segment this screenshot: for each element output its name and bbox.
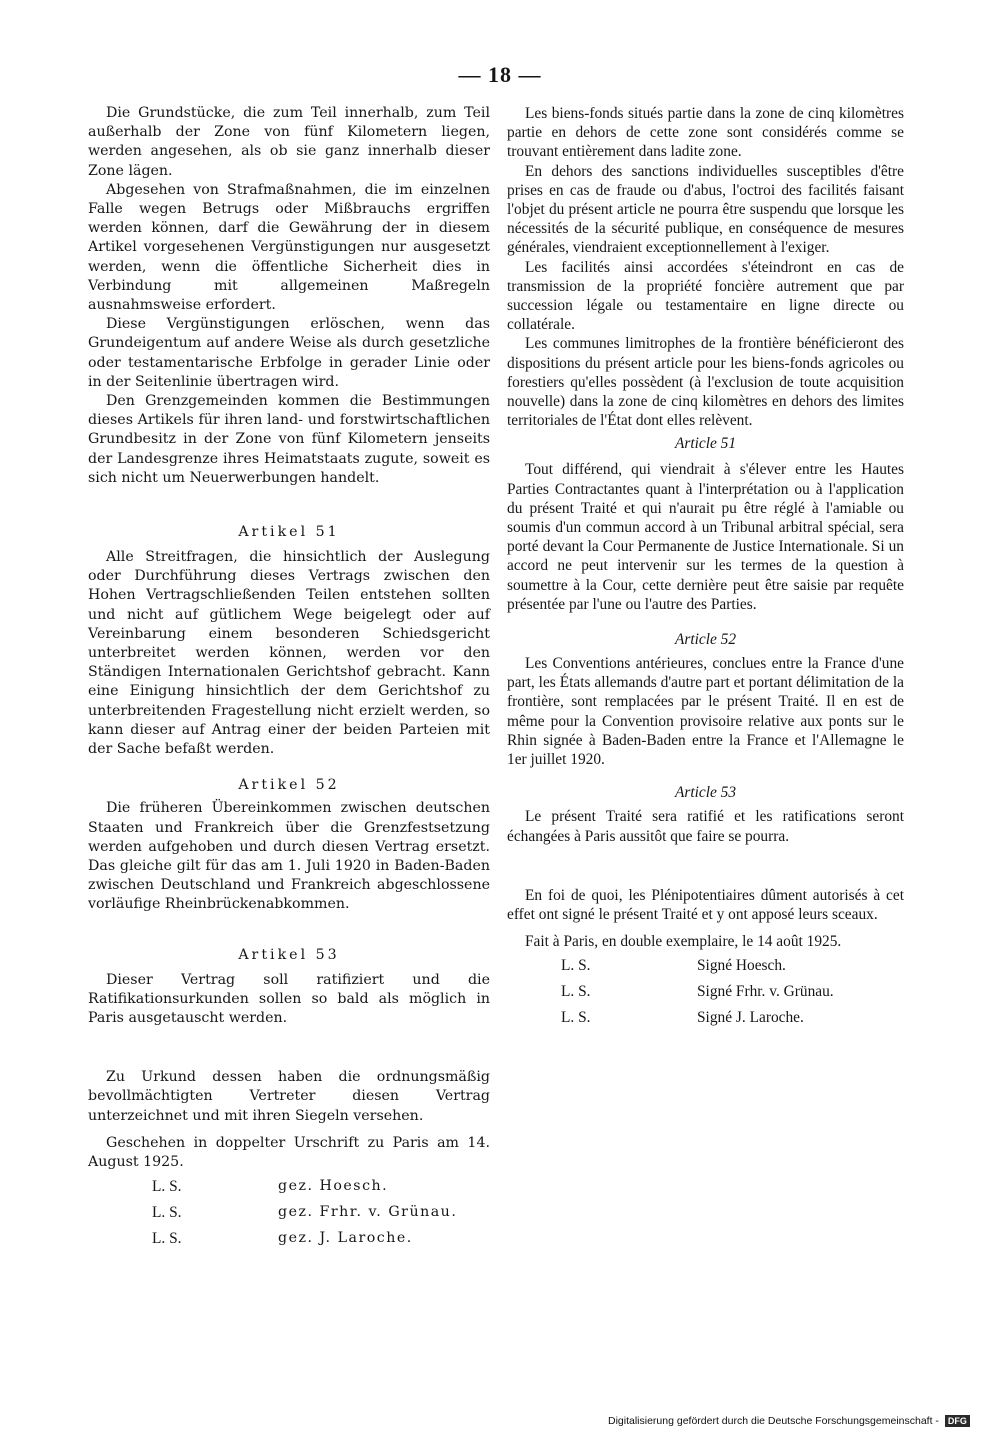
article-53-text: Le présent Traité sera ratifié et les ratifications seront échangées à Paris aussitôt que faire se pourra. (507, 808, 904, 845)
paragraph: Abgesehen von Strafmaßnahmen, die im einzelnen Falle wegen Betrugs oder Mißbrauchs ergriffen werden können, darf die Gewährung der in diesem Artikel vorgesehenen Vergünstigungen nur ausgesetzt werden, wenn die öffentliche Sicherheit dies in Verbindung mit allgemeinen Maßregeln ausnahmsweise erfordert. (88, 181, 490, 314)
article-51-text: Tout différend, qui viendrait à s'élever entre les Hautes Parties Contractantes quant à l'interprétation ou à l'application du présent Traité et qui n'aurait pu être réglé à l'amiable ou soumis d'un commun accord à un Tribunal arbitral spécial, sera porté devant la Cour Permanente de Justice Internationale. Si un accord ne peut intervenir sur les termes de la question à soumettre à la Cour, cette dernière peut être saisie par requête présentée par l'une ou l'autre des Parties. (507, 461, 904, 613)
place-date: Fait à Paris, en double exemplaire, le 14 août 1925. (525, 933, 842, 951)
paragraph: Den Grenzgemeinden kommen die Bestimmungen dieses Artikels für ihren land- und forstwirtschaftlichen Grundbesitz in der Zone von fünf Kilometern jenseits der Landesgrenze ihres Heimatstaats zugute, soweit es sich nicht um Neuerwerbungen handelt. (88, 393, 490, 486)
article-51-heading: Article 51 (674, 435, 737, 453)
page-number: — 18 — (458, 62, 542, 87)
closing-statement: En foi de quoi, les Plénipotentiaires dûment autorisés à cet effet ont signé le présent Traité et y ont apposé leurs sceaux. (507, 886, 904, 923)
article-52-text: Les Conventions antérieures, conclues entre la France d'une part, les États allemands d'autre part et portant délimitation de la frontière, sont remplacées par le présent Traité. Il en est de même pour la Convention provisoire relative aux ponts sur le Rhin signée à Baden-Baden entre la France et l'Allemagne le 1er juillet 1920. (507, 655, 904, 769)
signatory-name: Signé J. Laroche. (697, 1009, 804, 1027)
article-52-heading: Artikel 52 (238, 777, 340, 794)
seal-mark: L. S. (561, 1009, 591, 1027)
article-52-heading: Article 52 (674, 631, 737, 649)
signatory-name: Signé Hoesch. (697, 957, 786, 975)
footer-text: Digitalisierung gefördert durch die Deutsche Forschungsgemeinschaft - (608, 1415, 939, 1427)
article-53-text: Dieser Vertrag soll ratifiziert und die Ratifikationsurkunden sollen so bald als möglich in Paris ausgetauscht werden. (88, 971, 490, 1026)
signature-row (88, 1204, 490, 1230)
closing-statement: Zu Urkund dessen haben die ordnungsmäßig bevollmächtigten Vertreter diesen Vertrag unterzeichnet und mit ihren Siegeln versehen. (88, 1069, 490, 1124)
signatory-name: gez. Hoesch. (278, 1178, 389, 1195)
signatory-name: Signé Frhr. v. Grünau. (697, 983, 834, 1001)
seal-mark: L. S. (152, 1178, 182, 1196)
paragraph: En dehors des sanctions individuelles susceptibles d'être prises en cas de fraude ou d'abus, l'octroi des facilités faisant l'objet du présent article ne pourra être suspendu que lorsque les nécessités de la sécurité publique, en conséquence de mesures générales, viendraient exceptionnellement à l'exiger. (507, 162, 904, 257)
signatory-name: gez. J. Laroche. (278, 1230, 413, 1247)
paragraph: Les communes limitrophes de la frontière bénéficieront des dispositions du présent article pour les biens-fonds agricoles ou forestiers qu'elles possèdent (à l'exclusion de toute acquisition nouvelle) dans la zone de cinq kilomètres en dehors des limites territoriales de l'État dont elles relèvent. (507, 335, 904, 430)
seal-mark: L. S. (152, 1230, 182, 1248)
signature-row (88, 1178, 490, 1204)
paragraph: Die Grundstücke, die zum Teil innerhalb, zum Teil außerhalb der Zone von fünf Kilometern liegen, werden angesehen, als ob sie ganz innerhalb dieser Zone lägen. (88, 105, 490, 179)
signature-row (507, 957, 904, 983)
french-column (507, 104, 904, 1035)
signature-row (507, 983, 904, 1009)
paragraph: Les facilités ainsi accordées s'éteindront en cas de transmission de la propriété foncière autrement que par succession légale ou testamentaire en ligne directe ou collatérale. (507, 258, 904, 334)
seal-mark: L. S. (152, 1204, 182, 1222)
seal-mark: L. S. (561, 957, 591, 975)
german-column (88, 104, 490, 1256)
signatory-name: gez. Frhr. v. Grünau. (278, 1204, 458, 1221)
signature-row (88, 1230, 490, 1256)
article-51-heading: Artikel 51 (238, 524, 340, 541)
place-date: Geschehen in doppelter Urschrift zu Paris am 14. August 1925. (88, 1134, 490, 1170)
article-53-heading: Article 53 (674, 784, 737, 802)
signature-row (507, 1009, 904, 1035)
paragraph: Les biens-fonds situés partie dans la zone de cinq kilomètres partie en dehors de cette zone sont considérés comme se trouvant entièrement dans ladite zone. (507, 105, 904, 161)
digitization-footer (608, 1412, 992, 1430)
paragraph: Diese Vergünstigungen erlöschen, wenn das Grundeigentum auf andere Weise als durch gesetzliche oder testamentarische Erbfolge in gerader Linie oder in der Seitenlinie übertragen wird. (88, 316, 490, 390)
article-52-text: Die früheren Übereinkommen zwischen deutschen Staaten und Frankreich über die Grenzfestsetzung werden aufgehoben und durch diesen Vertrag ersetzt. Das gleiche gilt für das am 1. Juli 1920 in Baden-Baden zwischen Deutschland und Frankreich abgeschlossene vorläufige Rheinbrückenabkommen. (88, 800, 490, 913)
seal-mark: L. S. (561, 983, 591, 1001)
dfg-logo-icon: DFG (945, 1415, 970, 1427)
article-51-text: Alle Streitfragen, die hinsichtlich der Auslegung oder Durchführung dieses Vertrags zwischen den Hohen Vertragschließenden Teilen entstehen sollten und nicht auf gütlichem Wege beigelegt oder auf Vereinbarung einem besonderen Schiedsgericht unterbreitet werden können, werden vor den Ständigen Internationalen Gerichtshof gebracht. Kann eine Einigung hinsichtlich der dem Gerichtshof zu unterbreitenden Fragestellung nicht erzielt werden, so kann dieser auf Antrag einer der beiden Parteien mit der Sache befaßt werden. (88, 549, 490, 758)
article-53-heading: Artikel 53 (238, 946, 340, 963)
